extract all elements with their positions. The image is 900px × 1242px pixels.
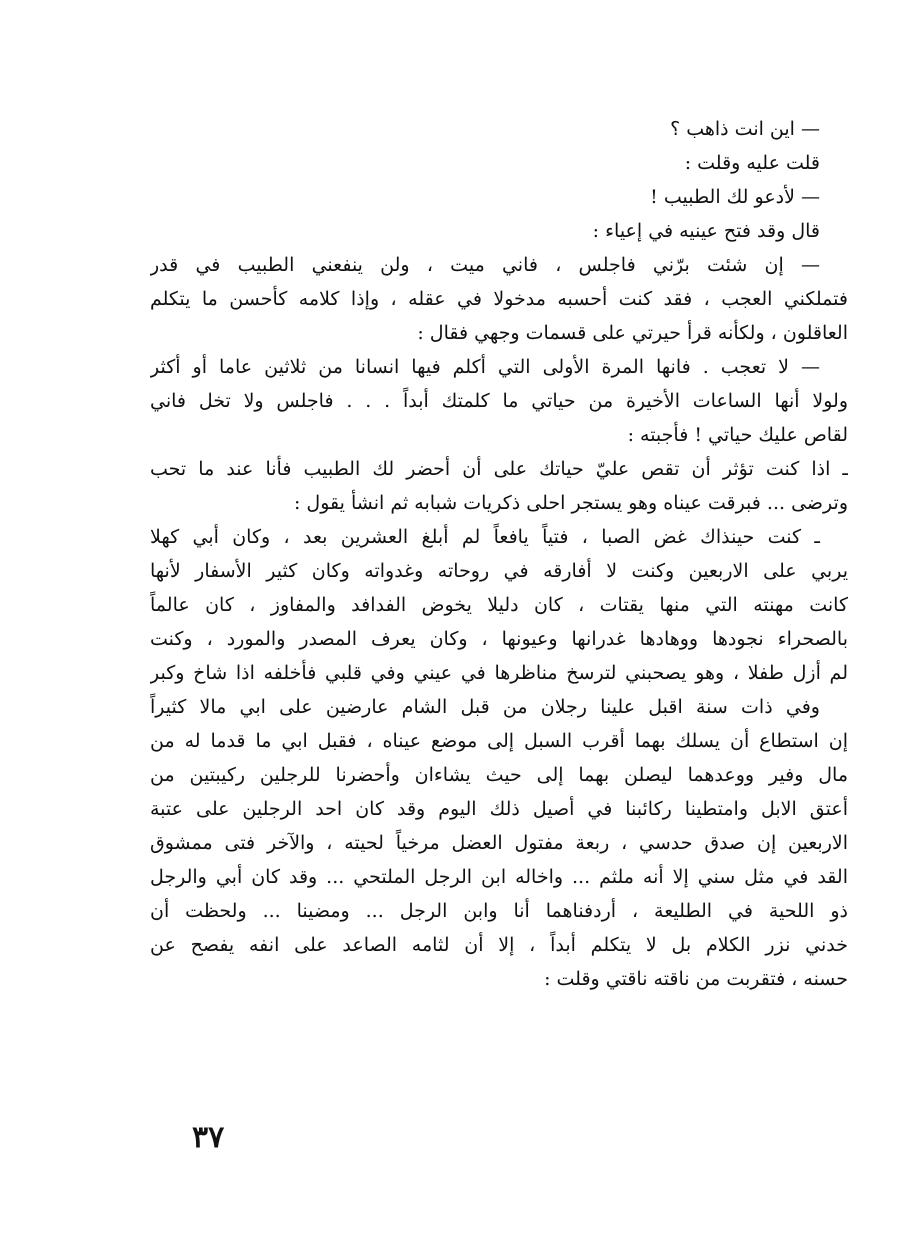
text-line: — لأدعو لك الطبيب !: [650, 186, 820, 208]
text-line: لم أزل طفلا ، وهو يصحبني لترسخ مناظرها في عيني وفي قلبي فأخلفه اذا شاخ وكبر: [150, 662, 848, 684]
text-line: — اين انت ذاهب ؟: [670, 118, 820, 140]
text-line: فتملكني العجب ، فقد كنت أحسبه مدخولا في عقله ، وإذا كلامه كأحسن ما يتكلم: [150, 288, 848, 310]
text-line: أعتق الابل وامتطينا ركائبنا في أصيل ذلك اليوم وقد كان احد الرجلين على عتبة: [150, 798, 848, 820]
text-line: خدني نزر الكلام بل لا يتكلم أبداً ، إلا أن لثامه الصاعد على انفه يفصح عن: [150, 934, 848, 956]
text-line: مال وفير ووعدهما ليصلن بهما إلى حيث يشاءان وأحضرنا للرجلين ركيبتين من: [150, 764, 848, 786]
text-line: وفي ذات سنة اقبل علينا رجلان من قبل الشام عارضين على ابي مالا كثيراً: [150, 696, 820, 718]
text-line: بالصحراء نجودها ووهادها غدرانها وعيونها ، وكان يعرف المصدر والمورد ، وكنت: [150, 628, 848, 650]
text-line: لقاص عليك حياتي ! فأجبته :: [627, 424, 848, 446]
text-line: العاقلون ، ولكأنه قرأ حيرتي على قسمات وجهي فقال :: [417, 322, 848, 344]
text-line: ـ اذا كنت تؤثر أن تقص عليّ حياتك على أن أحضر لك الطبيب فأنا عند ما تحب: [150, 458, 848, 480]
text-line: إن استطاع أن يسلك بهما أقرب السبل إلى موضع عيناه ، فقبل ابي ما قدما له من: [150, 730, 848, 752]
text-line: ذو اللحية في الطليعة ، أردفناهما أنا وابن الرجل ... ومضينا ... ولحظت أن: [150, 900, 848, 922]
text-line: كانت مهنته التي منها يقتات ، كان دليلا يخوض الفدافد والمفاوز ، كان عالماً: [150, 594, 848, 616]
text-line: الاربعين إن صدق حدسي ، ربعة مفتول العضل مرخياً لحيته ، والآخر فتى ممشوق: [150, 832, 848, 854]
page-number: ٣٧: [192, 1120, 225, 1155]
text-line: وترضى ... فبرقت عيناه وهو يستجر احلى ذكريات شبابه ثم انشأ يقول :: [293, 492, 848, 514]
text-line: — إن شئت برّني فاجلس ، فاني ميت ، ولن ينفعني الطبيب في قدر: [150, 254, 820, 276]
text-line: حسنه ، فتقربت من ناقته ناقتي وقلت :: [544, 968, 848, 990]
text-line: قلت عليه وقلت :: [684, 152, 820, 174]
text-line: قال وقد فتح عينيه في إعياء :: [592, 220, 820, 242]
text-line: — لا تعجب . فانها المرة الأولى التي أكلم فيها انسانا من ثلاثين عاما أو أكثر: [150, 356, 820, 378]
text-line: القد في مثل سني إلا أنه ملثم ... واخاله ابن الرجل الملتحي ... وقد كان أبي والرجل: [150, 866, 848, 888]
body-text: [150, 112, 848, 996]
text-line: يربي على الاربعين وكنت لا أفارقه في روحاته وغدواته وكان كثير الأسفار لأنها: [150, 560, 848, 582]
text-line: ـ كنت حينذاك غض الصبا ، فتياً يافعاً لم أبلغ العشرين بعد ، وكان أبي كهلا: [150, 526, 820, 548]
text-line: ولولا أنها الساعات الأخيرة من حياتي ما كلمتك أبداً . . . فاجلس ولا تخل فاني: [150, 390, 848, 412]
